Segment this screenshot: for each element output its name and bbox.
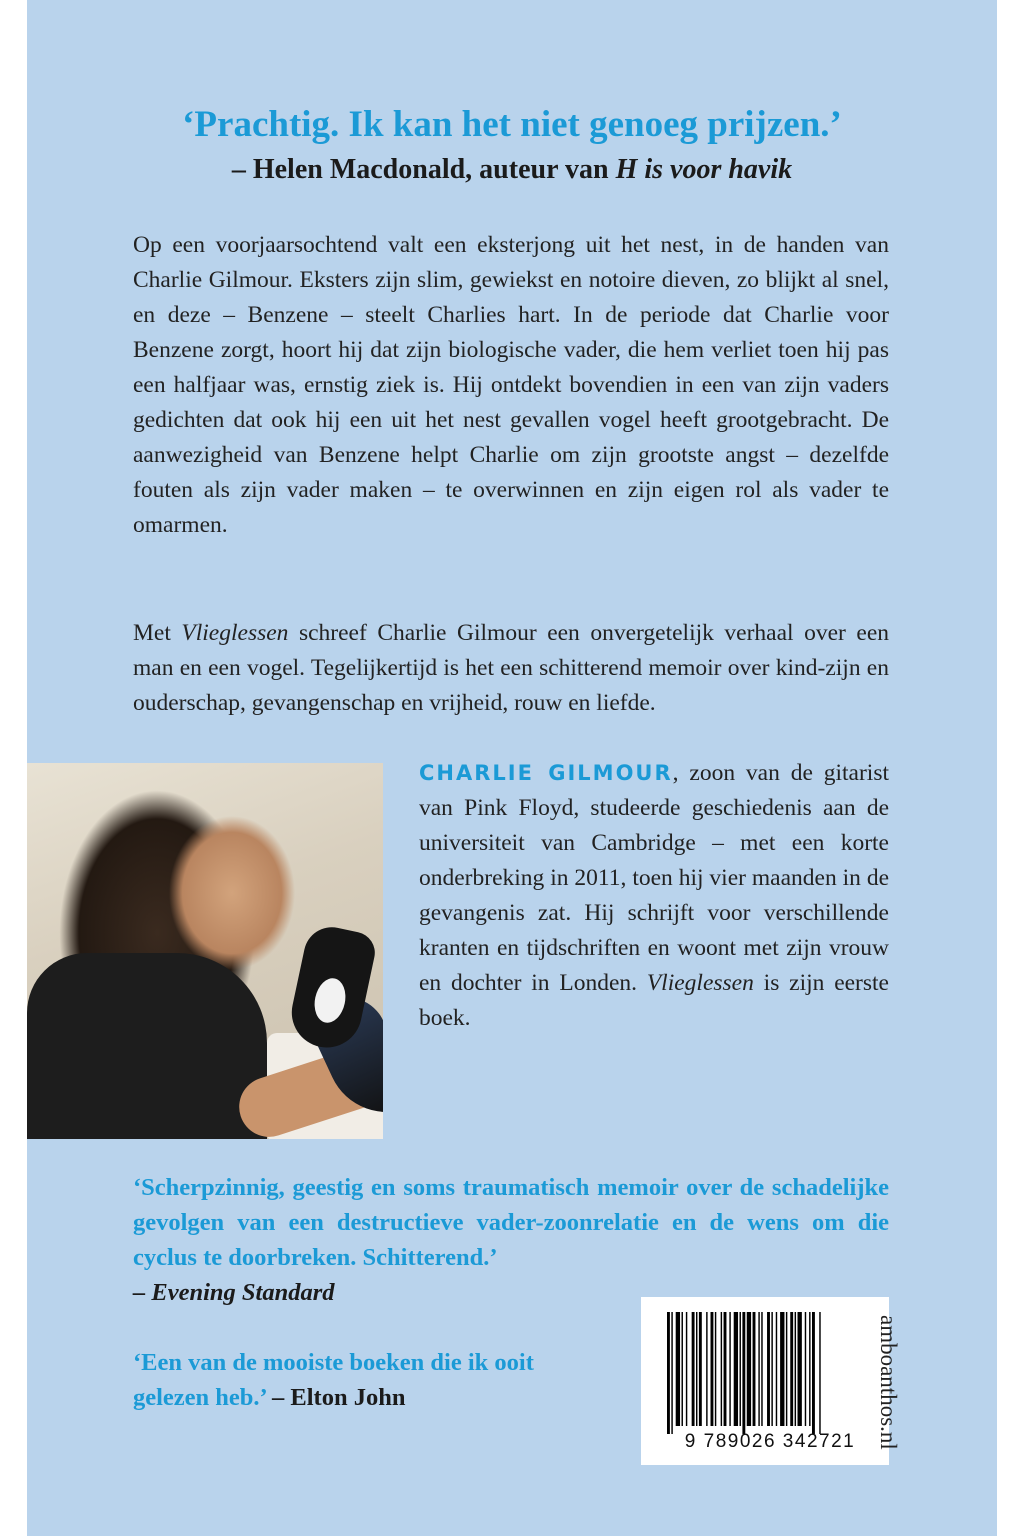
barcode-bar bbox=[699, 1312, 702, 1426]
top-quote: ‘Prachtig. Ik kan het niet genoeg prijzen.’ bbox=[182, 104, 842, 145]
barcode-bar bbox=[786, 1312, 787, 1426]
author-photo bbox=[27, 763, 383, 1139]
barcode-bar bbox=[711, 1312, 714, 1426]
barcode-bar bbox=[812, 1312, 815, 1434]
barcode-bar bbox=[758, 1312, 759, 1426]
blurb-p2-post: schreef Charlie Gilmour een onvergetelijk verhaal over een man en een vogel. Tegelijkertijd is het een schitterend memoir over kind-zijn en ouderschap, gevangenschap en vrijheid, rouw en liefde. bbox=[133, 620, 889, 716]
publisher-url-text: amboanthos.nl bbox=[876, 1315, 901, 1450]
review-quote-evening-standard bbox=[133, 1170, 889, 1310]
blurb-p2-title: Vlieglessen bbox=[181, 620, 289, 646]
barcode-bar bbox=[729, 1312, 730, 1426]
barcode-bar bbox=[724, 1312, 727, 1426]
barcode-bar bbox=[798, 1312, 802, 1426]
author-bio-book-title: Vlieglessen bbox=[646, 970, 754, 996]
barcode-bar bbox=[776, 1312, 777, 1426]
review-quote-source: – Evening Standard bbox=[133, 1279, 335, 1306]
blurb-p2-pre: Met bbox=[133, 620, 182, 646]
publisher-url bbox=[876, 1310, 936, 1460]
author-bio bbox=[419, 756, 889, 1036]
barcode-bar bbox=[819, 1312, 820, 1434]
blurb-paragraph-2 bbox=[133, 616, 889, 721]
blurb-paragraph-1: Op een voorjaarsochtend valt een eksterjong uit het nest, in de handen van Charlie Gilmour. Eksters zijn slim, gewiekst en notoire dieven, zo blijkt al snel, en deze – Benzene – steelt Charlies hart. In de periode dat Charlie voor Benzene zorgt, hoort hij dat zijn biologische vader, die hem verliet toen hij pas een halfjaar was, ernstig ziek is. Hij ontdekt bovendien in een van zijn vaders gedichten dat ook hij een uit het nest gevallen vogel heeft grootgebracht. De aanwezigheid van Benzene helpt Charlie om zijn grootste angst – dezelfde fouten als zijn vader maken – te overwinnen en zijn eigen rol als vader te omarmen. bbox=[133, 232, 889, 538]
barcode-bar bbox=[795, 1312, 796, 1426]
barcode-bar bbox=[706, 1312, 707, 1426]
attribution-prefix: – Helen Macdonald, auteur van bbox=[231, 154, 616, 185]
review-quote-text: ‘Een van de mooiste boeken die ik ooit gelezen heb.’ bbox=[133, 1349, 534, 1411]
barcode-bar bbox=[734, 1312, 738, 1426]
barcode-bar bbox=[747, 1312, 751, 1426]
barcode-bar bbox=[805, 1312, 806, 1426]
barcode-bar bbox=[715, 1312, 716, 1426]
attribution-book-title: H is voor havik bbox=[615, 154, 793, 185]
barcode-bar bbox=[761, 1312, 762, 1426]
isbn-number: 9 789026 342721 bbox=[684, 1431, 856, 1452]
barcode-bar bbox=[686, 1312, 687, 1426]
review-quote-elton-john bbox=[133, 1345, 603, 1415]
author-bio-end: is zijn eerste boek. bbox=[419, 970, 889, 1031]
barcode-bar bbox=[753, 1312, 756, 1426]
barcode-bar bbox=[696, 1312, 697, 1426]
barcode-bar bbox=[780, 1312, 784, 1426]
barcode-bar bbox=[667, 1312, 670, 1434]
barcode-bar bbox=[671, 1312, 672, 1434]
barcode-bar bbox=[676, 1312, 680, 1426]
review-quote-text: ‘Scherpzinnig, geestig en soms traumatisch memoir over de schadelijke gevolgen van een destructieve vader-zoonrelatie en de wens om die cyclus te doorbreken. Schitterend.’ bbox=[133, 1174, 889, 1271]
isbn-barcode bbox=[641, 1297, 889, 1465]
barcode-bar bbox=[790, 1312, 793, 1426]
author-name: CHARLIE GILMOUR bbox=[419, 761, 673, 785]
barcode-bar bbox=[682, 1312, 683, 1426]
photo-shirt-shape bbox=[27, 953, 267, 1139]
review-quote-source: – Elton John bbox=[265, 1384, 406, 1411]
barcode-bar bbox=[742, 1312, 745, 1434]
barcode-bar bbox=[740, 1312, 741, 1426]
barcode-bar bbox=[767, 1312, 770, 1426]
barcode-bar bbox=[809, 1312, 810, 1426]
barcode-bar bbox=[771, 1312, 772, 1426]
barcode-bar bbox=[692, 1312, 695, 1426]
top-quote-attribution bbox=[0, 150, 1024, 190]
author-bio-main: , zoon van de gitarist van Pink Floyd, studeerde geschiedenis aan de universiteit van Cambridge – met een korte onderbreking in 2011, toen hij vier maanden in de gevangenis zat. Hij schrijft voor verschillende kranten en tijdschriften en woont met zijn vrouw en dochter in Londen. bbox=[419, 760, 890, 996]
barcode-bars bbox=[667, 1312, 863, 1434]
barcode-bar bbox=[721, 1312, 722, 1426]
